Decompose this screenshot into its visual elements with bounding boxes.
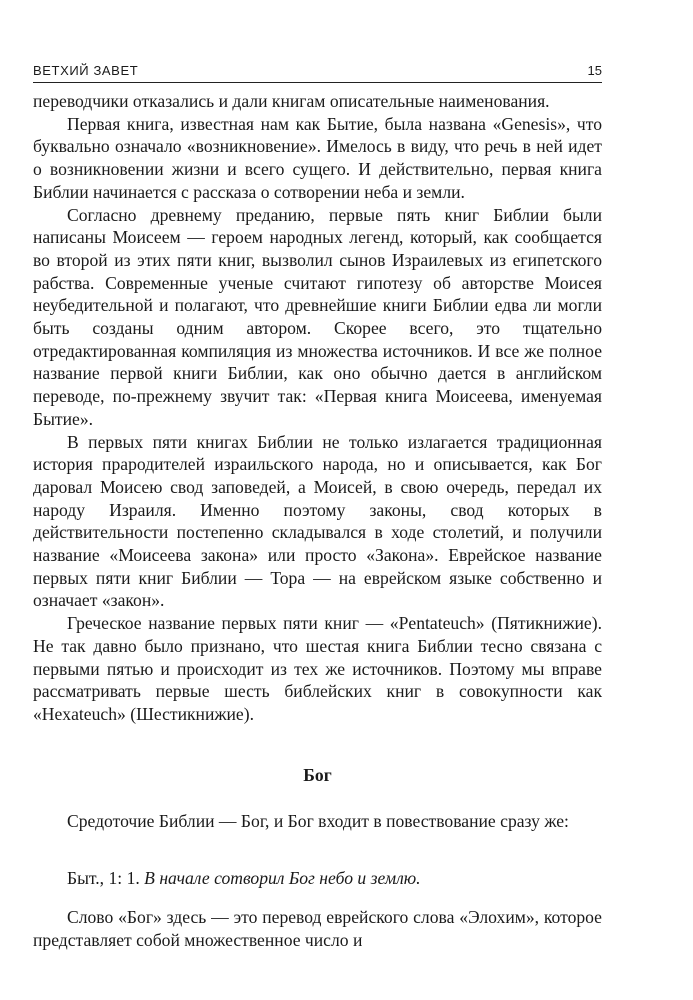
page-number: 15 bbox=[587, 63, 602, 78]
body-text bbox=[33, 90, 602, 726]
paragraph-pentateuch: Греческое название первых пяти книг — «Pentateuch» (Пятикнижие). Не так давно было признано, что шестая книга Библии тесно связана с первыми пятью и происходит из тех же источников. Поэтому мы вправе рассматривать первые шесть библейских книг в совокупности как «Hexateuch» (Шестикнижие). bbox=[33, 613, 602, 724]
book-title: ВЕТХИЙ ЗАВЕТ bbox=[33, 63, 139, 78]
paragraph-genesis: Первая книга, известная нам как Бытие, была названа «Genesis», что буквально означало «возникновение». Имелось в виду, что речь в ней идет о возникновении жизни и всего сущего. И действительно, первая книга Библии начинается с рассказа о сотворении неба и земли. bbox=[33, 113, 602, 202]
running-header bbox=[33, 60, 602, 83]
scripture-quote bbox=[33, 867, 602, 890]
quote-reference: Быт., 1: 1. bbox=[67, 868, 140, 888]
section-followup bbox=[33, 906, 602, 951]
section-intro bbox=[33, 810, 602, 833]
paragraph-torah: В первых пяти книгах Библии не только излагается традиционная история прародителей израильского народа, но и описывается, как Бог даровал Моисею свод заповедей, а Моисей, в свою очередь, передал их народу Израиля. Именно поэтому законы, свод которых в действительности постепенно складывался в ходе столетий, и получили название «Моисеева закона» или просто «Закона». Еврейское название первых пяти книг Библии — Тора — на еврейском языке собственно и означает «закон». bbox=[33, 431, 602, 611]
paragraph-continuation: переводчики отказались и дали книгам описательные наименования. bbox=[33, 91, 550, 111]
section-heading: Бог bbox=[303, 765, 332, 785]
section-followup-text: Слово «Бог» здесь — это перевод еврейского слова «Элохим», которое представляет собой множественное число и bbox=[33, 907, 602, 950]
section-intro-text: Средоточие Библии — Бог, и Бог входит в повествование сразу же: bbox=[67, 811, 569, 831]
quote-text: В начале сотворил Бог небо и землю. bbox=[144, 868, 421, 888]
paragraph-moses: Согласно древнему преданию, первые пять книг Библии были написаны Моисеем — героем народных легенд, который, как сообщается во второй из этих пяти книг, вызволил сынов Израилевых из египетского рабства. Современные ученые считают гипотезу об авторстве Моисея неубедительной и полагают, что древнейшие книги Библии едва ли могли быть созданы одним автором. Скорее всего, это тщательно отредактированная компиляция из множества источников. И все же полное название первой книги Библии, как оно обычно дается в английском переводе, по-прежнему звучит так: «Первая книга Моисеева, именуемая Бытие». bbox=[33, 204, 602, 429]
